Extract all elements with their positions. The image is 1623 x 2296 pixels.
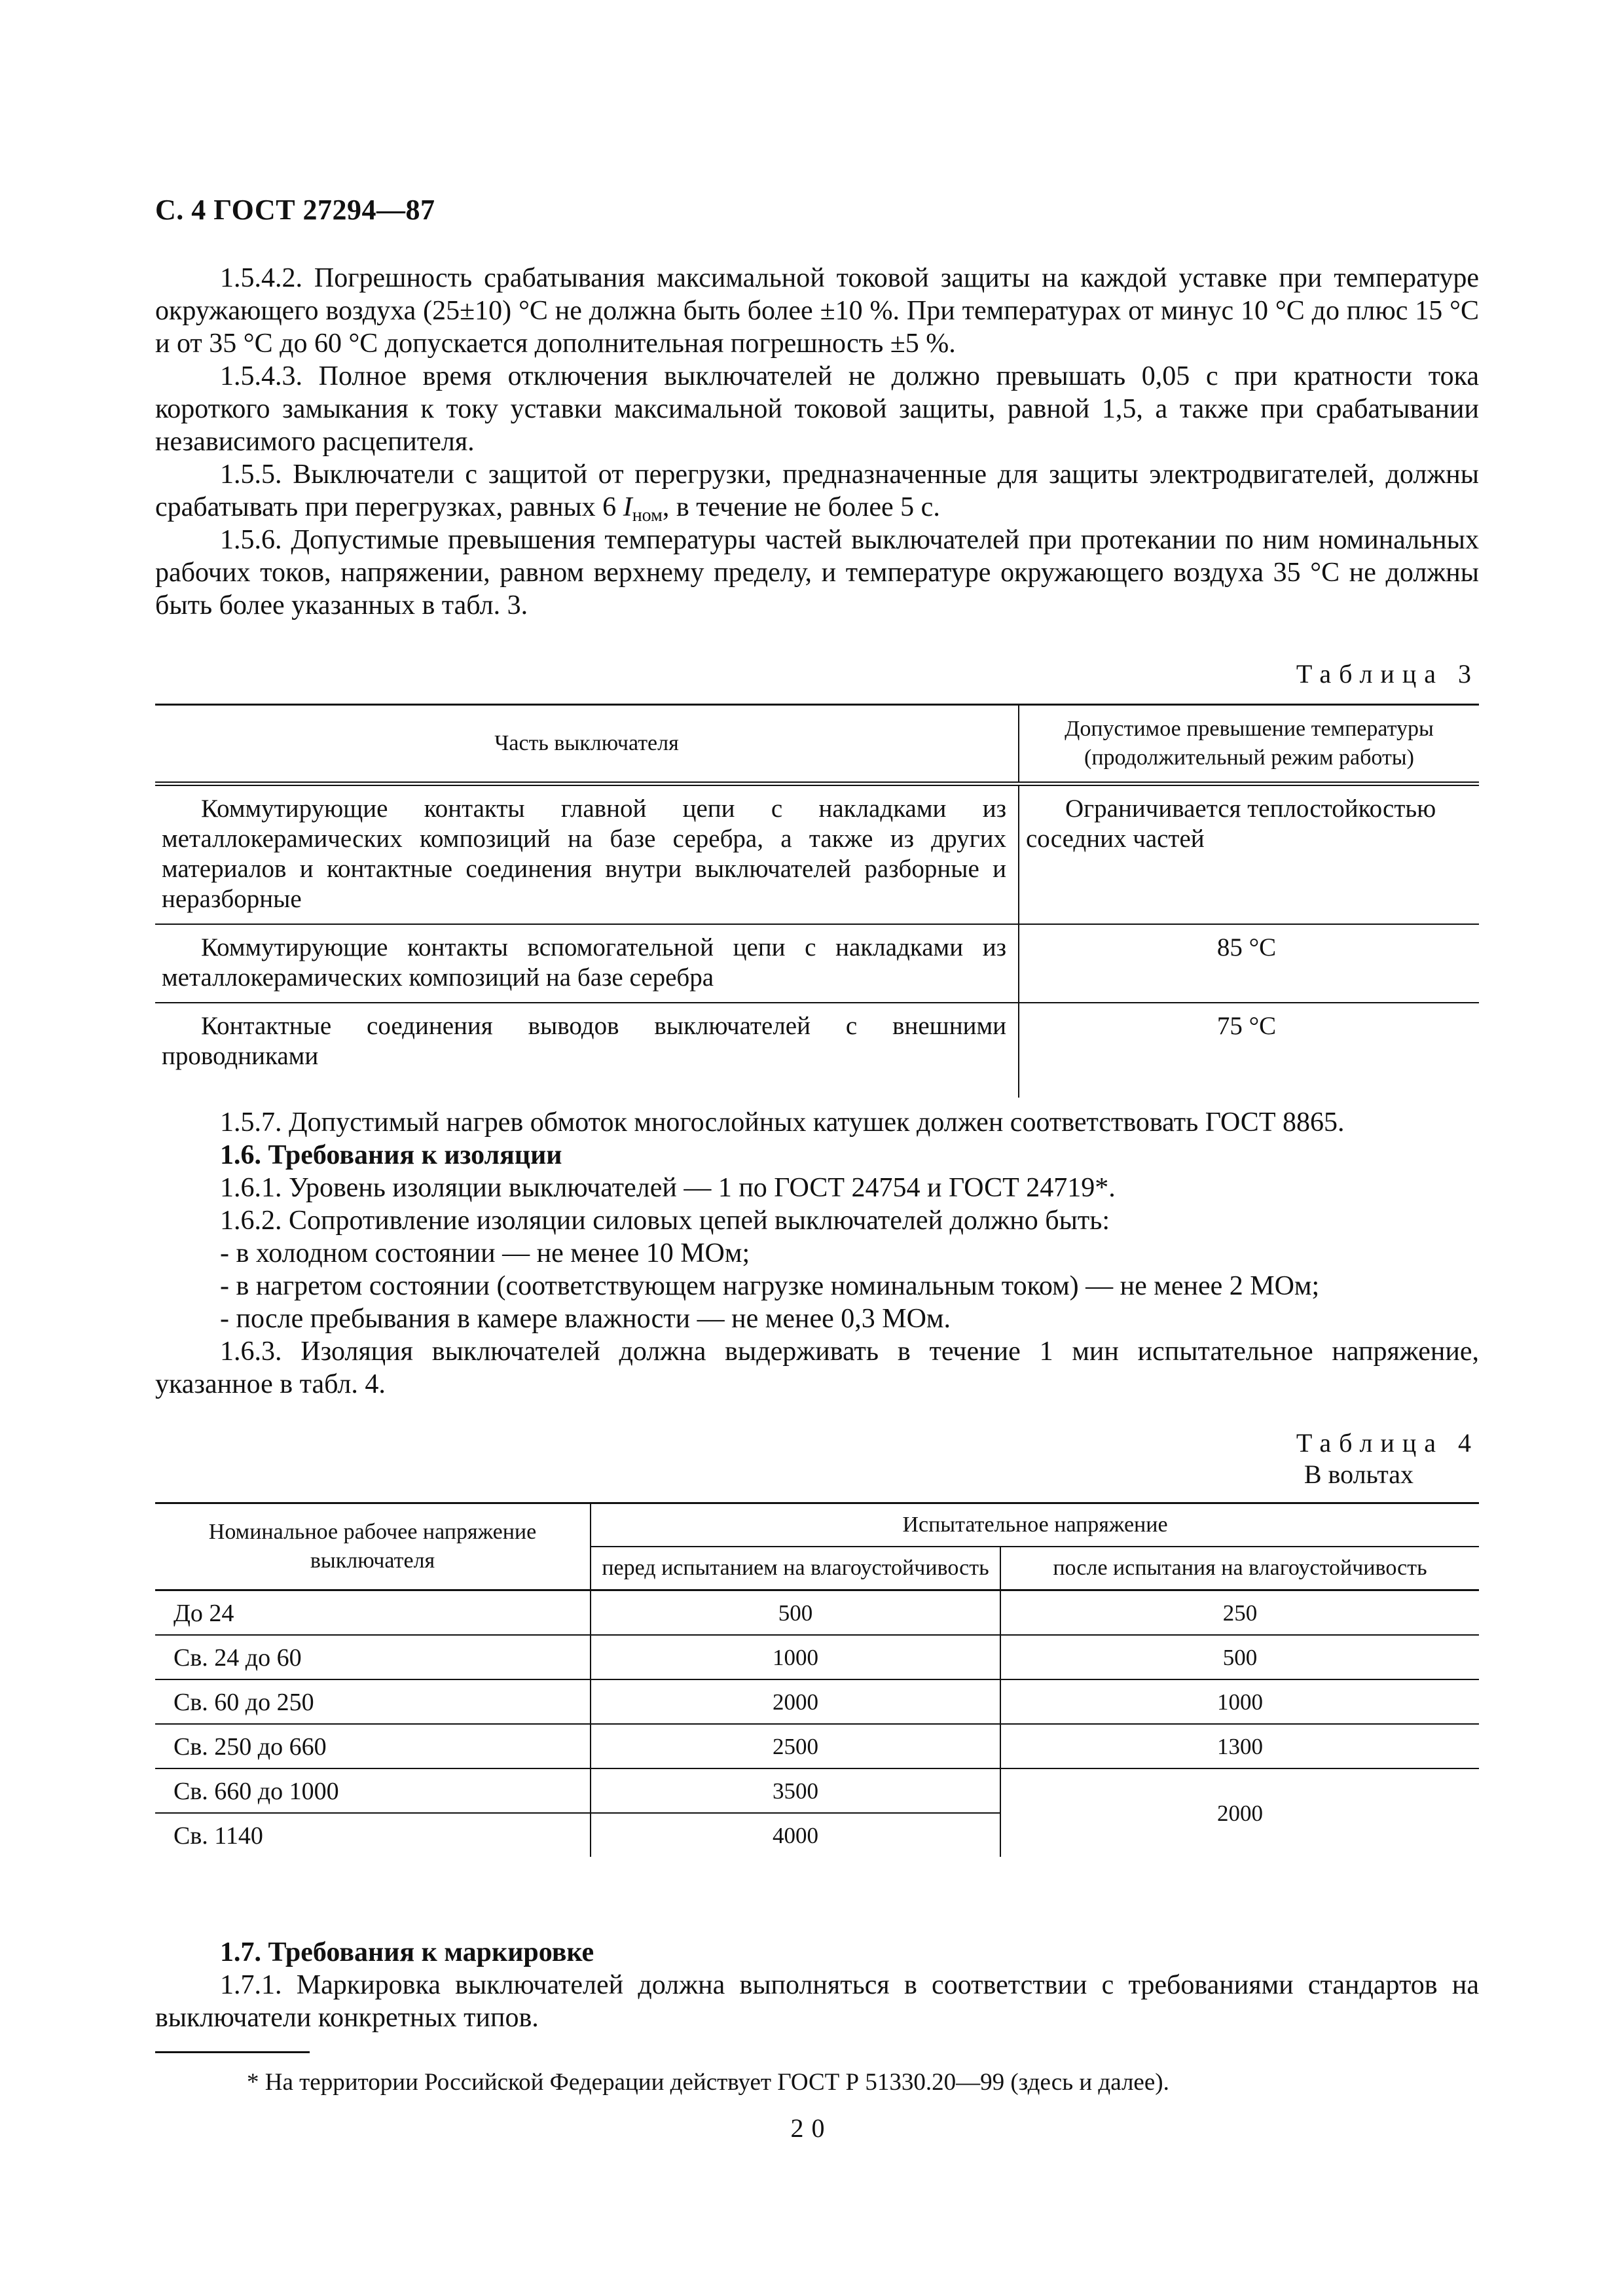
paragraph-1-5-4-3: 1.5.4.3. Полное время отключения выключателей не должно превышать 0,05 с при кратности тока короткого замыкания к току уставки максимальной токовой защиты, равной 1,5, а также при срабатывании независимого расцепителя. — [155, 361, 1479, 457]
table-3-header-temp: Допустимое превышение температуры (продолжительный режим работы) — [1019, 705, 1479, 784]
current-symbol: I — [623, 492, 632, 522]
table-4-cell: 1300 — [1000, 1724, 1479, 1768]
table-4-cell: 2000 — [591, 1679, 1000, 1724]
table-3-cell: Коммутирующие контакты вспомогательной цепи с накладками из металлокерамических композиций на базе серебра — [155, 924, 1019, 1003]
heading-1-6: 1.6. Требования к изоляции — [220, 1140, 562, 1170]
table-4-header-before: перед испытанием на влагоустойчивость — [591, 1547, 1000, 1590]
table-row — [155, 1635, 1479, 1679]
table-3-caption: Таблица 3 — [1296, 659, 1479, 689]
table-3 — [155, 704, 1479, 1098]
table-3-block — [155, 704, 1479, 1098]
table-4 — [155, 1502, 1479, 1857]
table-row — [155, 1724, 1479, 1768]
table-3-caption-block — [155, 658, 1479, 691]
current-subscript: ном — [632, 505, 663, 526]
table-3-cell: Ограничивается теплостойкостью соседних частей — [1019, 784, 1479, 925]
table-row — [155, 784, 1479, 925]
section-1-5-4 — [155, 262, 1479, 622]
table-4-cell: Св. 660 до 1000 — [155, 1768, 591, 1813]
table-4-cell: 2500 — [591, 1724, 1000, 1768]
table-4-cell: Св. 60 до 250 — [155, 1679, 591, 1724]
p155-text-after: , в течение не более 5 с. — [662, 492, 940, 522]
table-4-cell: 4000 — [591, 1813, 1000, 1857]
list-item: - после пребывания в камере влажности — не менее 0,3 МОм. — [220, 1304, 951, 1334]
table-4-header-test-voltage: Испытательное напряжение — [591, 1503, 1479, 1547]
table-4-cell: Св. 24 до 60 — [155, 1635, 591, 1679]
table-row — [155, 1679, 1479, 1724]
table-4-cell: 250 — [1000, 1590, 1479, 1636]
table-row — [155, 1590, 1479, 1636]
paragraph-1-5-4-2: 1.5.4.2. Погрешность срабатывания максимальной токовой защиты на каждой уставке при температуре окружающего воздуха (25±10) °С не должна быть более ±10 %. При температурах от минус 10 °С до плюс 15 °С и от 35 °С до 60 °С допускается дополнительная погрешность ±5 %. — [155, 263, 1479, 359]
table-3-cell: Контактные соединения выводов выключателей с внешними проводниками — [155, 1003, 1019, 1098]
table-row — [155, 1768, 1479, 1813]
list-item: - в нагретом состоянии (соответствующем нагрузке номинальным током) — не менее 2 МОм; — [220, 1271, 1320, 1301]
list-item: - в холодном состоянии — не менее 10 МОм; — [220, 1238, 750, 1268]
table-4-cell: 3500 — [591, 1768, 1000, 1813]
paragraph-1-6-3: 1.6.3. Изоляция выключателей должна выдерживать в течение 1 мин испытательное напряжение, указанное в табл. 4. — [155, 1336, 1479, 1399]
table-row — [155, 1003, 1479, 1098]
paragraph-1-6-2: 1.6.2. Сопротивление изоляции силовых цепей выключателей должно быть: — [220, 1206, 1110, 1236]
table-4-header-row-1 — [155, 1503, 1479, 1547]
page-header: С. 4 ГОСТ 27294—87 — [155, 194, 435, 226]
table-3-cell: 75 °С — [1019, 1003, 1479, 1098]
table-row — [155, 924, 1479, 1003]
table-4-block — [155, 1502, 1479, 1857]
table-3-header-part: Часть выключателя — [155, 705, 1019, 784]
table-4-caption: Таблица 4 — [1296, 1428, 1479, 1458]
table-4-cell: До 24 — [173, 1600, 234, 1627]
paragraph-1-5-5 — [155, 458, 1479, 524]
table-4-cell-merged: 2000 — [1000, 1768, 1479, 1857]
paragraph-1-7-1: 1.7.1. Маркировка выключателей должна выполняться в соответствии с требованиями стандартов на выключатели конкретных типов. — [155, 1970, 1479, 2033]
footnote: * На территории Российской Федерации действует ГОСТ Р 51330.20—99 (здесь и далее). — [247, 2069, 1169, 2096]
table-4-header-after: после испытания на влагоустойчивость — [1000, 1547, 1479, 1590]
section-1-7 — [155, 1936, 1479, 2034]
paragraph-1-5-7: 1.5.7. Допустимый нагрев обмоток многослойных катушек должен соответствовать ГОСТ 8865. — [220, 1107, 1345, 1138]
table-4-cell: 500 — [591, 1590, 1000, 1636]
table-3-cell: Коммутирующие контакты главной цепи с накладками из металлокерамических композиций на базе серебра, а также из других материалов и контактные соединения внутри выключателей разборные и неразборные — [162, 795, 1006, 913]
page-number: 20 — [790, 2113, 833, 2143]
p155-text-before: 1.5.5. Выключатели с защитой от перегрузки, предназначенные для защиты электродвигателей, должны срабатывать при перегрузках, равных 6 — [155, 459, 1479, 522]
table-3-header-row — [155, 705, 1479, 784]
table-4-cell: 1000 — [591, 1635, 1000, 1679]
table-4-header-voltage: Номинальное рабочее напряжение выключателя — [155, 1503, 591, 1590]
section-1-6 — [155, 1106, 1479, 1401]
table-4-caption-block — [155, 1427, 1479, 1490]
table-4-units: В вольтах — [1304, 1460, 1413, 1489]
paragraph-1-6-1: 1.6.1. Уровень изоляции выключателей — 1 по ГОСТ 24754 и ГОСТ 24719*. — [220, 1173, 1116, 1203]
table-4-cell: Св. 1140 — [155, 1813, 591, 1857]
paragraph-1-5-6: 1.5.6. Допустимые превышения температуры частей выключателей при протекании по ним номинальных рабочих токов, напряжении, равном верхнему пределу, и температуре окружающего воздуха 35 °С не должны быть более указанных в табл. 3. — [155, 525, 1479, 620]
table-4-cell: Св. 250 до 660 — [155, 1724, 591, 1768]
table-4-cell: 1000 — [1000, 1679, 1479, 1724]
table-4-cell: 500 — [1000, 1635, 1479, 1679]
heading-1-7: 1.7. Требования к маркировке — [220, 1937, 594, 1967]
footnote-divider — [155, 2051, 310, 2053]
table-3-cell: 85 °С — [1019, 924, 1479, 1003]
